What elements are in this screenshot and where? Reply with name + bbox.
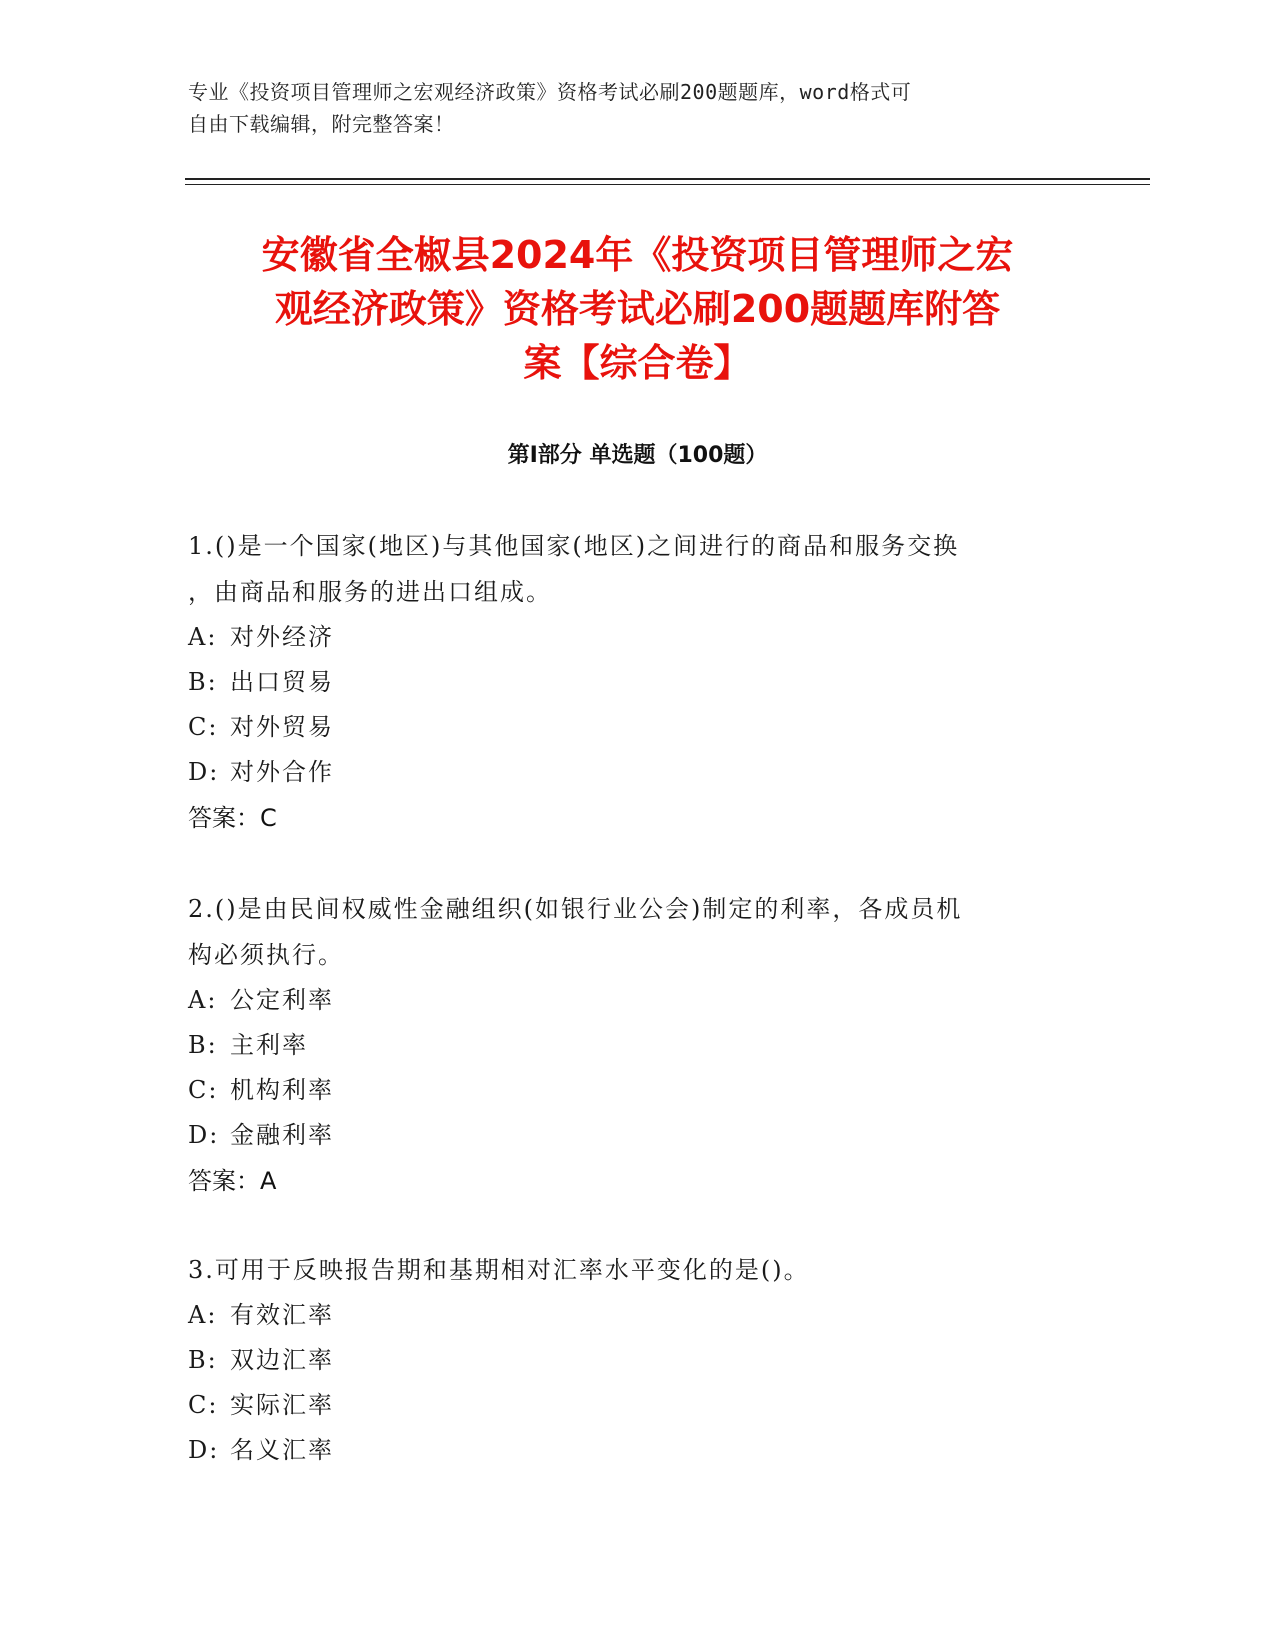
option-text: 金融利率 (230, 1121, 334, 1149)
option-key: C: (188, 1391, 219, 1419)
option-key: B: (188, 1031, 218, 1059)
intro-line-2: 自由下载编辑，附完整答案！ (188, 112, 455, 136)
option-key: D: (188, 1436, 220, 1464)
intro-text (188, 76, 1068, 140)
option-key: B: (188, 1346, 218, 1374)
question-stem-line: 1.()是一个国家(地区)与其他国家(地区)之间进行的商品和服务交换 (188, 532, 960, 560)
option-a (188, 978, 1068, 1023)
answer: 答案：C (188, 804, 277, 832)
option-a (188, 1293, 1068, 1338)
option-key: C: (188, 713, 219, 741)
option-key: D: (188, 758, 220, 786)
option-key: A: (188, 623, 218, 651)
header-rule-thick (185, 178, 1150, 180)
option-text: 出口贸易 (230, 668, 334, 696)
title-line-3: 案【综合卷】 (523, 341, 752, 385)
title-line-1: 安徽省全椒县2024年《投资项目管理师之宏 (261, 233, 1014, 277)
title-line-2: 观经济政策》资格考试必刷200题题库附答 (274, 287, 1001, 331)
intro-line-1: 专业《投资项目管理师之宏观经济政策》资格考试必刷200题题库，word格式可 (188, 80, 912, 104)
option-text: 对外合作 (230, 758, 334, 786)
option-key: A: (188, 1301, 218, 1329)
option-text: 名义汇率 (230, 1436, 334, 1464)
question-stem-line: ，由商品和服务的进出口组成。 (188, 578, 552, 606)
answer: 答案：A (188, 1167, 277, 1195)
option-text: 双边汇率 (230, 1346, 334, 1374)
option-key: C: (188, 1076, 219, 1104)
option-text: 实际汇率 (230, 1391, 334, 1419)
option-c (188, 1383, 1068, 1428)
option-text: 对外贸易 (230, 713, 334, 741)
option-text: 机构利率 (230, 1076, 334, 1104)
question-stem-line: 2.()是由民间权威性金融组织(如银行业公会)制定的利率，各成员机 (188, 895, 963, 923)
option-key: B: (188, 668, 218, 696)
option-a (188, 615, 1068, 660)
question-stem-line: 3.可用于反映报告期和基期相对汇率水平变化的是()。 (188, 1256, 810, 1284)
option-text: 公定利率 (230, 986, 334, 1014)
section-heading: 第Ⅰ部分 单选题（100题） (507, 443, 768, 468)
question-stem-line: 构必须执行。 (188, 941, 344, 969)
option-b (188, 1023, 1068, 1068)
option-d (188, 1428, 1068, 1473)
option-key: A: (188, 986, 218, 1014)
question-2 (188, 886, 1068, 1204)
header-rule-thin (185, 184, 1150, 185)
option-text: 对外经济 (230, 623, 334, 651)
option-key: D: (188, 1121, 220, 1149)
document-title (160, 228, 1115, 390)
option-d (188, 1113, 1068, 1158)
option-text: 有效汇率 (230, 1301, 334, 1329)
question-1 (188, 523, 1068, 841)
question-3 (188, 1247, 1068, 1473)
option-c (188, 1068, 1068, 1113)
option-text: 主利率 (230, 1031, 308, 1059)
option-b (188, 660, 1068, 705)
option-b (188, 1338, 1068, 1383)
option-c (188, 705, 1068, 750)
option-d (188, 750, 1068, 795)
